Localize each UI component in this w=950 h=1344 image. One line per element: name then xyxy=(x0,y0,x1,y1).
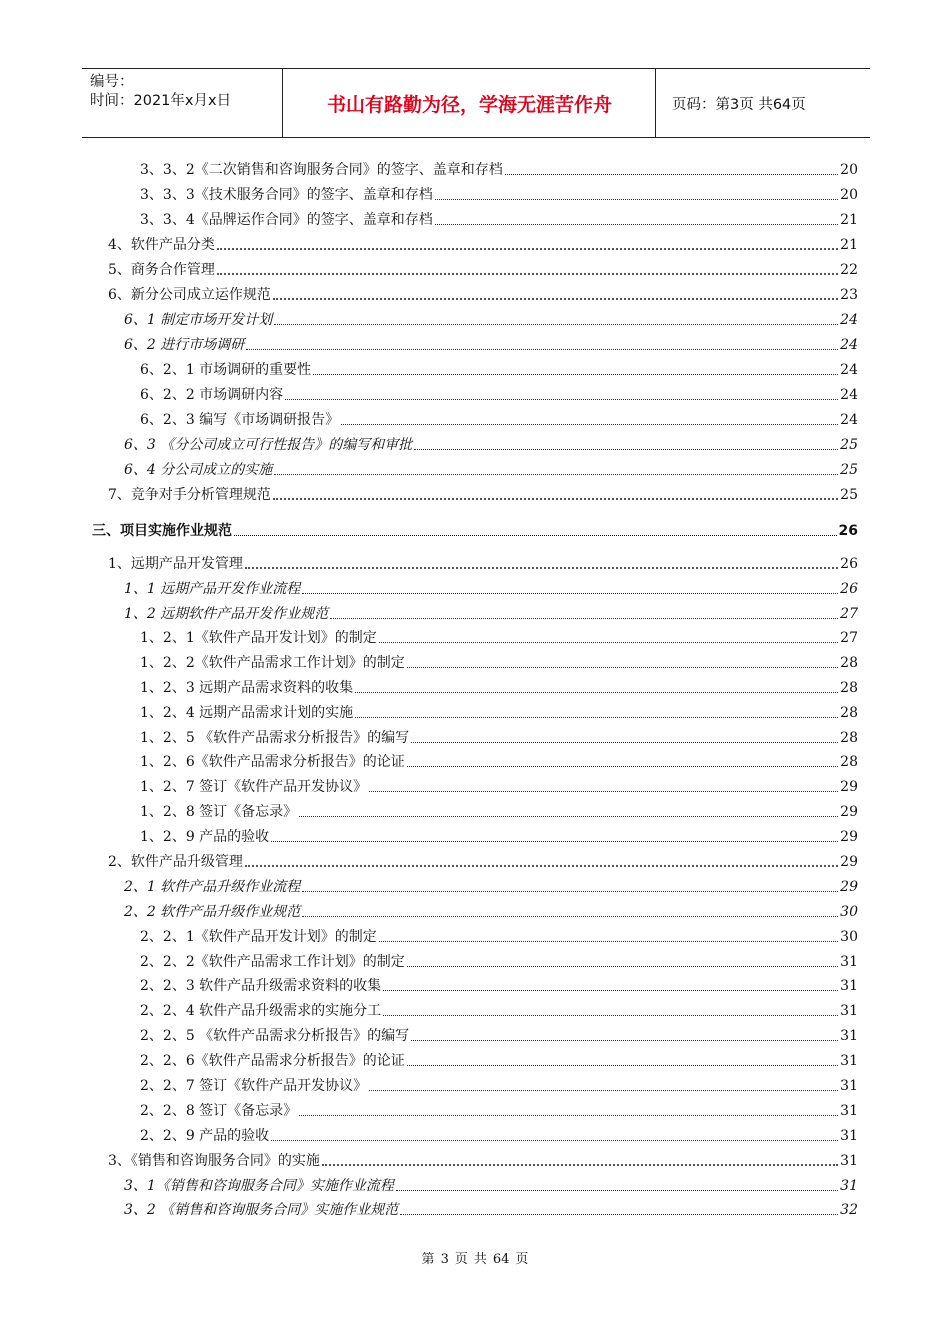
toc-entry[interactable] xyxy=(140,1051,858,1071)
toc-entry-text: 1、2、9 产品的验收 xyxy=(140,829,270,845)
toc-page-number: 26 xyxy=(838,523,858,539)
toc-entry[interactable] xyxy=(140,385,858,405)
toc-entry[interactable] xyxy=(140,927,858,947)
toc-entry[interactable] xyxy=(140,1076,858,1096)
toc-page-number: 29 xyxy=(840,854,858,870)
toc-leader xyxy=(299,816,838,817)
toc-leader xyxy=(274,474,838,475)
toc-entry-text: 1、2、2《软件产品需求工作计划》的制定 xyxy=(140,655,405,671)
toc-leader xyxy=(411,1040,838,1041)
header-page-label xyxy=(664,69,870,137)
toc-entry[interactable] xyxy=(140,160,858,180)
toc-entry[interactable] xyxy=(108,260,858,280)
toc-entry-text: 6、1 制定市场开发计划 xyxy=(124,312,273,328)
toc-entry-text: 1、2、1《软件产品开发计划》的制定 xyxy=(140,630,377,646)
toc-page-number: 27 xyxy=(840,606,858,622)
toc-section-heading[interactable] xyxy=(92,521,858,541)
toc-leader xyxy=(274,324,838,325)
toc-entry-text: 6、4 分公司成立的实施 xyxy=(124,462,273,478)
toc-entry[interactable] xyxy=(140,628,858,648)
footer-text: 第 xyxy=(421,1252,435,1267)
footer-page-number: 3 xyxy=(440,1252,449,1267)
toc-leader xyxy=(505,174,838,175)
toc-leader xyxy=(246,349,838,350)
toc-leader xyxy=(302,916,838,917)
toc-entry-text: 1、2、7 签订《软件产品开发协议》 xyxy=(140,779,368,795)
toc-page-number: 24 xyxy=(840,412,858,428)
toc-leader xyxy=(400,1214,838,1215)
toc-leader xyxy=(369,791,838,792)
toc-page-number: 31 xyxy=(840,1103,858,1119)
toc-leader xyxy=(411,742,838,743)
toc-leader xyxy=(322,1164,838,1166)
toc-entry[interactable] xyxy=(140,728,858,748)
toc-page-number: 23 xyxy=(840,287,858,303)
header-motto: 书山有路勤为径，学海无涯苦作舟 xyxy=(284,69,656,137)
toc-entry-text: 2、2、9 产品的验收 xyxy=(140,1128,270,1144)
toc-page-number: 21 xyxy=(840,212,858,228)
toc-leader xyxy=(217,248,838,250)
toc-entry[interactable] xyxy=(140,827,858,847)
toc-entry-text: 2、2、6《软件产品需求分析报告》的论证 xyxy=(140,1053,405,1069)
toc-entry[interactable] xyxy=(124,310,858,330)
toc-entry[interactable] xyxy=(140,976,858,996)
toc-page-number: 28 xyxy=(840,680,858,696)
toc-entry[interactable] xyxy=(140,653,858,673)
toc-page-number: 27 xyxy=(840,630,858,646)
toc-leader xyxy=(302,891,838,892)
header-meta-cell xyxy=(82,69,283,137)
toc-page-number: 32 xyxy=(840,1202,858,1218)
toc-page-number: 31 xyxy=(840,1178,858,1194)
toc-entry-text: 3、3、4《品牌运作合同》的签字、盖章和存档 xyxy=(140,212,433,228)
toc-entry[interactable] xyxy=(124,1176,858,1196)
toc-page-number: 30 xyxy=(840,904,858,920)
toc-entry[interactable] xyxy=(124,1200,858,1220)
toc-entry-text: 6、2、3 编写《市场调研报告》 xyxy=(140,412,340,428)
time-label: 时间：2021年x月x日 xyxy=(90,93,232,109)
toc-entry[interactable] xyxy=(108,554,858,574)
toc-entry-text: 3、3、2《二次销售和咨询服务合同》的签字、盖章和存档 xyxy=(140,162,503,178)
toc-entry[interactable] xyxy=(124,435,858,455)
toc-leader xyxy=(414,449,838,450)
toc-leader xyxy=(313,374,838,375)
toc-entry[interactable] xyxy=(140,185,858,205)
toc-page-number: 31 xyxy=(840,1028,858,1044)
page-header xyxy=(82,68,870,138)
toc-leader xyxy=(355,717,838,718)
toc-leader xyxy=(299,1115,838,1116)
page-footer xyxy=(0,1248,950,1267)
toc-entry-text: 7、竞争对手分析管理规范 xyxy=(108,487,271,503)
toc-leader xyxy=(435,199,838,200)
toc-leader xyxy=(435,224,838,225)
toc-entry-text: 1、远期产品开发管理 xyxy=(108,556,243,572)
toc-entry[interactable] xyxy=(140,777,858,797)
toc-entry-text: 6、2 进行市场调研 xyxy=(124,337,245,353)
toc-page-number: 25 xyxy=(840,462,858,478)
toc-entry-text: 2、2、8 签订《备忘录》 xyxy=(140,1103,298,1119)
toc-page-number: 21 xyxy=(840,237,858,253)
toc-entry-text: 2、1 软件产品升级作业流程 xyxy=(124,879,301,895)
toc-page-number: 29 xyxy=(840,804,858,820)
number-label: 编号： xyxy=(90,74,134,90)
toc-entry-text: 1、2、3 远期产品需求资料的收集 xyxy=(140,680,354,696)
toc-page-number: 31 xyxy=(840,1003,858,1019)
toc-leader xyxy=(369,1090,838,1091)
toc-entry[interactable] xyxy=(124,579,858,599)
toc-page-number: 24 xyxy=(840,337,858,353)
toc-entry-text: 3、2 《销售和咨询服务合同》实施作业规范 xyxy=(124,1202,399,1218)
toc-entry[interactable] xyxy=(124,335,858,355)
toc-entry[interactable] xyxy=(140,410,858,430)
toc-entry[interactable] xyxy=(108,852,858,872)
toc-entry[interactable] xyxy=(140,210,858,230)
toc-entry-text: 2、2、3 软件产品升级需求资料的收集 xyxy=(140,978,382,994)
toc-entry-text: 2、2、4 软件产品升级需求的实施分工 xyxy=(140,1003,382,1019)
toc-leader xyxy=(245,567,838,569)
page-label-text: 页码：第3页 共64页 xyxy=(672,96,806,113)
toc-entry[interactable] xyxy=(108,235,858,255)
toc-entry[interactable] xyxy=(140,752,858,772)
toc-entry[interactable] xyxy=(140,802,858,822)
toc-entry[interactable] xyxy=(124,460,858,480)
toc-page-number: 25 xyxy=(840,437,858,453)
toc-entry[interactable] xyxy=(140,703,858,723)
toc-entry-text: 2、2、7 签订《软件产品开发协议》 xyxy=(140,1078,368,1094)
toc-entry-text: 5、商务合作管理 xyxy=(108,262,215,278)
toc-page-number: 26 xyxy=(840,556,858,572)
toc-page-number: 24 xyxy=(840,387,858,403)
toc-page-number: 31 xyxy=(840,1078,858,1094)
toc-entry-text: 6、2、1 市场调研的重要性 xyxy=(140,362,312,378)
toc-entry-text: 6、2、2 市场调研内容 xyxy=(140,387,284,403)
toc-page-number: 26 xyxy=(840,581,858,597)
toc-page-number: 29 xyxy=(840,779,858,795)
footer-text: 页 xyxy=(515,1252,529,1267)
toc-entry-text: 2、2、2《软件产品需求工作计划》的制定 xyxy=(140,954,405,970)
toc-leader xyxy=(383,1015,838,1016)
toc-entry-text: 1、2、6《软件产品需求分析报告》的论证 xyxy=(140,754,405,770)
toc-page-number: 28 xyxy=(840,730,858,746)
toc-page-number: 29 xyxy=(840,879,858,895)
toc-entry-text: 3、《销售和咨询服务合同》的实施 xyxy=(108,1153,320,1169)
toc-entry[interactable] xyxy=(124,877,858,897)
toc-leader xyxy=(396,1190,838,1191)
toc-entry-text: 1、1 远期产品开发作业流程 xyxy=(124,581,301,597)
toc-entry[interactable] xyxy=(140,678,858,698)
toc-leader xyxy=(271,841,838,842)
toc-entry-text: 2、软件产品升级管理 xyxy=(108,854,243,870)
toc-page-number: 22 xyxy=(840,262,858,278)
toc-entry-text: 三、项目实施作业规范 xyxy=(92,523,232,539)
footer-text: 共 xyxy=(473,1252,487,1267)
toc-leader xyxy=(273,498,838,500)
toc-entry-text: 1、2 远期软件产品开发作业规范 xyxy=(124,606,329,622)
footer-text: 页 xyxy=(454,1252,468,1267)
toc-page-number: 29 xyxy=(840,829,858,845)
toc-leader xyxy=(330,618,838,619)
toc-leader xyxy=(217,273,838,275)
toc-page-number: 31 xyxy=(840,1153,858,1169)
toc-entry[interactable] xyxy=(140,952,858,972)
toc-leader xyxy=(285,399,838,400)
toc-page-number: 25 xyxy=(840,487,858,503)
toc-leader xyxy=(407,766,838,767)
toc-entry-text: 1、2、4 远期产品需求计划的实施 xyxy=(140,705,354,721)
toc-page-number: 28 xyxy=(840,754,858,770)
toc-entry[interactable] xyxy=(140,1101,858,1121)
toc-page-number: 31 xyxy=(840,954,858,970)
toc-leader xyxy=(407,1065,838,1066)
toc-entry-text: 1、2、8 签订《备忘录》 xyxy=(140,804,298,820)
toc-page-number: 28 xyxy=(840,655,858,671)
toc-leader xyxy=(379,941,838,942)
toc-page-number: 20 xyxy=(840,162,858,178)
toc-entry-text: 6、新分公司成立运作规范 xyxy=(108,287,271,303)
toc-entry-text: 2、2、5 《软件产品需求分析报告》的编写 xyxy=(140,1028,410,1044)
toc-leader xyxy=(341,424,838,425)
toc-entry[interactable] xyxy=(140,1126,858,1146)
toc-page-number: 20 xyxy=(840,187,858,203)
toc-leader xyxy=(379,642,838,643)
toc-entry[interactable] xyxy=(108,1151,858,1171)
toc-leader xyxy=(234,535,837,536)
toc-leader xyxy=(245,865,838,867)
toc-entry[interactable] xyxy=(140,360,858,380)
footer-total-pages: 64 xyxy=(492,1252,510,1267)
toc-page-number: 24 xyxy=(840,362,858,378)
toc-leader xyxy=(383,990,838,991)
toc-entry-text: 2、2、1《软件产品开发计划》的制定 xyxy=(140,929,377,945)
toc-entry[interactable] xyxy=(108,485,858,505)
toc-entry-text: 1、2、5 《软件产品需求分析报告》的编写 xyxy=(140,730,410,746)
toc-entry-text: 6、3 《分公司成立可行性报告》的编写和审批 xyxy=(124,437,413,453)
toc-leader xyxy=(407,966,838,967)
toc-page-number: 31 xyxy=(840,978,858,994)
toc-entry[interactable] xyxy=(140,1026,858,1046)
toc-entry[interactable] xyxy=(124,902,858,922)
toc-page-number: 24 xyxy=(840,312,858,328)
toc-entry-text: 4、软件产品分类 xyxy=(108,237,215,253)
toc-leader xyxy=(273,298,838,300)
toc-leader xyxy=(355,692,838,693)
toc-entry-text: 3、1《销售和咨询服务合同》实施作业流程 xyxy=(124,1178,394,1194)
toc-page-number: 31 xyxy=(840,1053,858,1069)
toc-page-number: 31 xyxy=(840,1128,858,1144)
toc-entry[interactable] xyxy=(108,285,858,305)
toc-leader xyxy=(407,667,838,668)
toc-entry-text: 2、2 软件产品升级作业规范 xyxy=(124,904,301,920)
toc-page-number: 30 xyxy=(840,929,858,945)
toc-entry-text: 3、3、3《技术服务合同》的签字、盖章和存档 xyxy=(140,187,433,203)
toc-entry[interactable] xyxy=(140,1001,858,1021)
toc-leader xyxy=(302,593,838,594)
toc-entry[interactable] xyxy=(124,604,858,624)
toc-leader xyxy=(271,1140,838,1141)
toc-page-number: 28 xyxy=(840,705,858,721)
